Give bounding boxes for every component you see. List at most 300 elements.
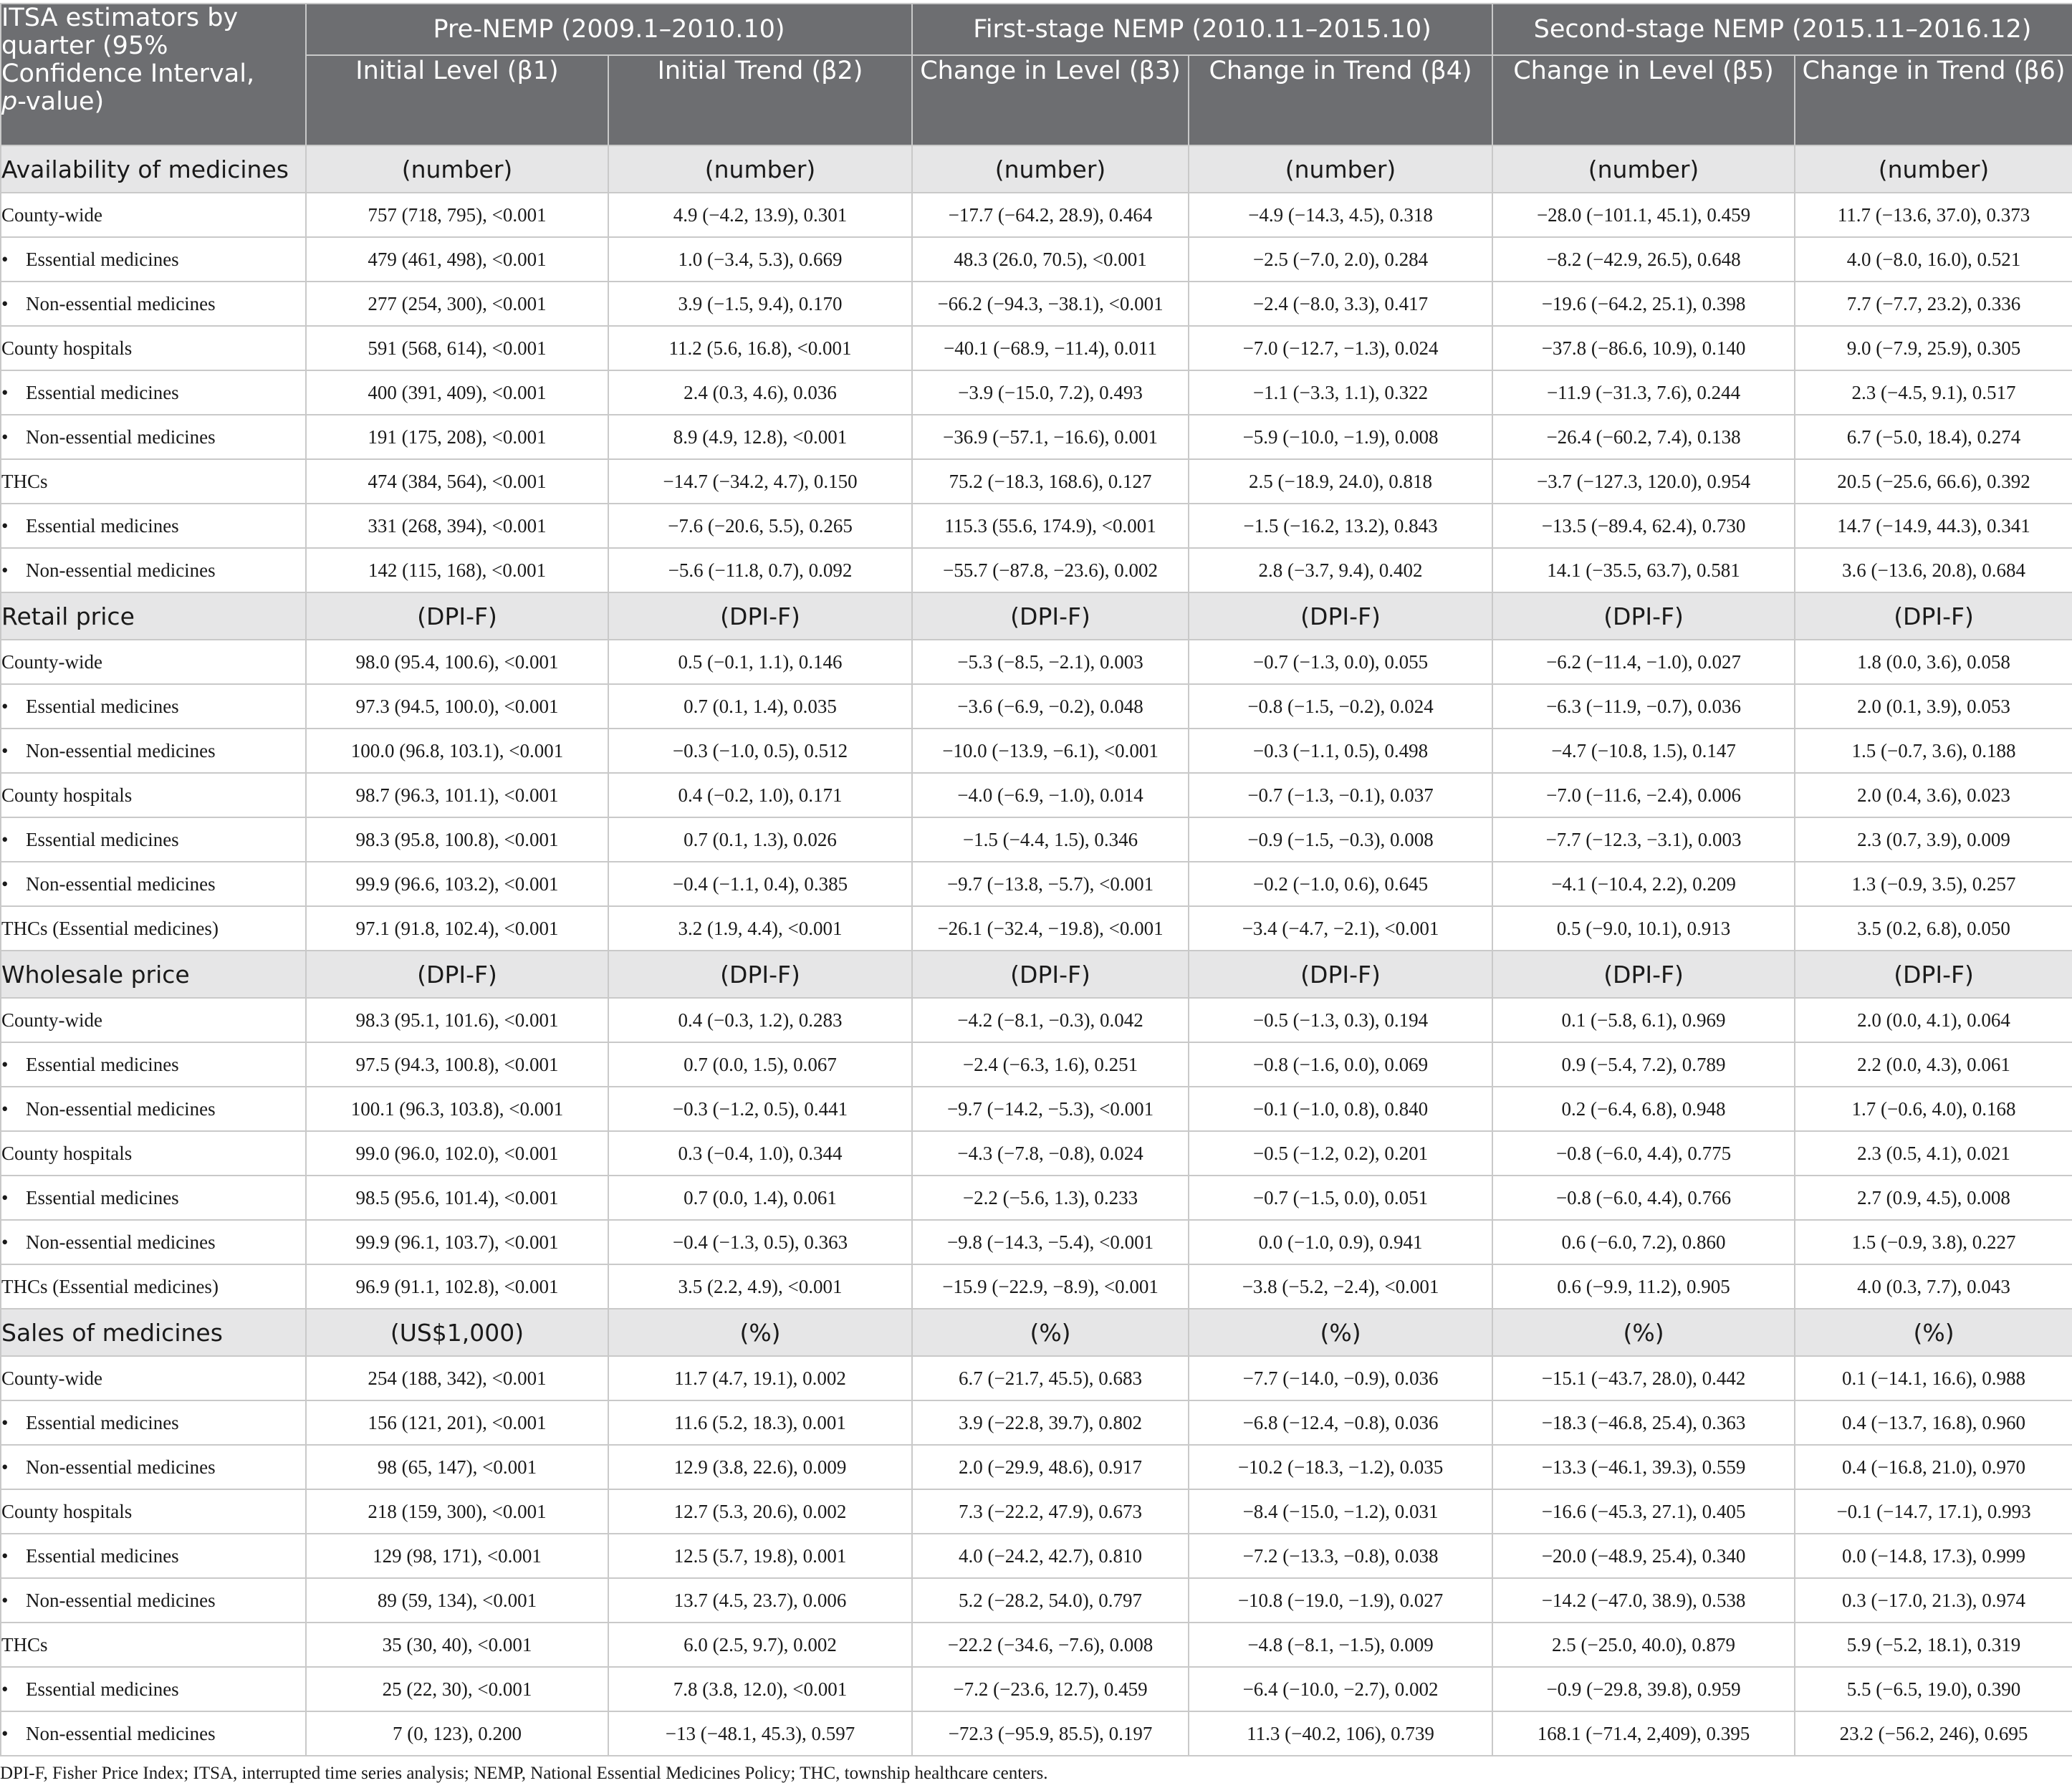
- estimate-cell: −16.6 (−45.3, 27.1), 0.405: [1492, 1489, 1795, 1534]
- section-unit: (number): [1492, 145, 1795, 193]
- corner-line: ITSA estimators by: [1, 4, 239, 32]
- estimate-cell: −26.1 (−32.4, −19.8), <0.001: [912, 906, 1189, 951]
- estimate-cell: −1.5 (−4.4, 1.5), 0.346: [912, 817, 1189, 862]
- row-label-cell: [1, 282, 306, 326]
- section-header-row: [1, 145, 2072, 193]
- estimate-cell: −20.0 (−48.9, 25.4), 0.340: [1492, 1534, 1795, 1578]
- estimate-cell: 4.0 (0.3, 7.7), 0.043: [1795, 1264, 2072, 1309]
- column-header: Change in Level (β5): [1492, 55, 1795, 145]
- estimate-cell: −28.0 (−101.1, 45.1), 0.459: [1492, 193, 1795, 237]
- estimate-cell: 0.9 (−5.4, 7.2), 0.789: [1492, 1042, 1795, 1087]
- estimate-cell: −18.3 (−46.8, 25.4), 0.363: [1492, 1400, 1795, 1445]
- group-header-pre-nemp: Pre-NEMP (2009.1–2010.10): [306, 4, 912, 55]
- estimate-cell: 4.0 (−24.2, 42.7), 0.810: [912, 1534, 1189, 1578]
- estimate-cell: −19.6 (−64.2, 25.1), 0.398: [1492, 282, 1795, 326]
- estimate-cell: 11.7 (4.7, 19.1), 0.002: [608, 1356, 912, 1400]
- estimate-cell: 23.2 (−56.2, 246), 0.695: [1795, 1711, 2072, 1756]
- corner-line: Confidence Interval,: [1, 59, 255, 88]
- estimate-cell: 7.3 (−22.2, 47.9), 0.673: [912, 1489, 1189, 1534]
- estimate-cell: 98.5 (95.6, 101.4), <0.001: [306, 1176, 608, 1220]
- estimate-cell: −4.7 (−10.8, 1.5), 0.147: [1492, 729, 1795, 773]
- estimate-cell: 1.5 (−0.9, 3.8), 0.227: [1795, 1220, 2072, 1264]
- estimate-cell: −66.2 (−94.3, −38.1), <0.001: [912, 282, 1189, 326]
- estimate-cell: −6.4 (−10.0, −2.7), 0.002: [1189, 1667, 1492, 1711]
- section-unit: (DPI-F): [1795, 951, 2072, 998]
- estimate-cell: 0.1 (−5.8, 6.1), 0.969: [1492, 998, 1795, 1042]
- estimate-cell: −0.3 (−1.0, 0.5), 0.512: [608, 729, 912, 773]
- estimate-cell: −9.8 (−14.3, −5.4), <0.001: [912, 1220, 1189, 1264]
- estimate-cell: 400 (391, 409), <0.001: [306, 370, 608, 415]
- row-label: Essential medicines: [26, 381, 179, 403]
- row-label: Essential medicines: [26, 1186, 179, 1208]
- table-row: [1, 459, 2072, 504]
- bullet-icon: •: [1, 514, 9, 537]
- bullet-icon: •: [1, 828, 9, 850]
- row-label: Non-essential medicines: [26, 1231, 216, 1253]
- row-label-cell: [1, 1667, 306, 1711]
- table-row: [1, 237, 2072, 282]
- table-row: [1, 1087, 2072, 1131]
- section-unit: (DPI-F): [912, 951, 1189, 998]
- estimate-cell: 6.7 (−5.0, 18.4), 0.274: [1795, 415, 2072, 459]
- estimate-cell: 2.8 (−3.7, 9.4), 0.402: [1189, 548, 1492, 592]
- row-label-cell: [1, 1176, 306, 1220]
- row-label: County-wide: [1, 1367, 102, 1389]
- estimate-cell: 0.2 (−6.4, 6.8), 0.948: [1492, 1087, 1795, 1131]
- estimate-cell: −10.8 (−19.0, −1.9), 0.027: [1189, 1578, 1492, 1623]
- estimate-cell: −15.9 (−22.9, −8.9), <0.001: [912, 1264, 1189, 1309]
- estimate-cell: −7.6 (−20.6, 5.5), 0.265: [608, 504, 912, 548]
- table-row: [1, 1489, 2072, 1534]
- section-unit: (DPI-F): [1795, 592, 2072, 640]
- estimate-cell: −0.5 (−1.2, 0.2), 0.201: [1189, 1131, 1492, 1176]
- itsa-results-table: [0, 3, 2072, 1756]
- estimate-cell: 0.5 (−0.1, 1.1), 0.146: [608, 640, 912, 684]
- estimate-cell: 35 (30, 40), <0.001: [306, 1623, 608, 1667]
- estimate-cell: −4.3 (−7.8, −0.8), 0.024: [912, 1131, 1189, 1176]
- estimate-cell: −0.4 (−1.1, 0.4), 0.385: [608, 862, 912, 906]
- estimate-cell: −4.8 (−8.1, −1.5), 0.009: [1189, 1623, 1492, 1667]
- estimate-cell: 11.6 (5.2, 18.3), 0.001: [608, 1400, 912, 1445]
- estimate-cell: 2.5 (−18.9, 24.0), 0.818: [1189, 459, 1492, 504]
- corner-line: -value): [17, 87, 105, 116]
- estimate-cell: −0.8 (−1.5, −0.2), 0.024: [1189, 684, 1492, 729]
- table-row: [1, 504, 2072, 548]
- row-label-cell: [1, 1534, 306, 1578]
- section-unit: (number): [608, 145, 912, 193]
- row-label: Essential medicines: [26, 1544, 179, 1567]
- row-label: County-wide: [1, 1009, 102, 1031]
- estimate-cell: 168.1 (−71.4, 2,409), 0.395: [1492, 1711, 1795, 1756]
- estimate-cell: −11.9 (−31.3, 7.6), 0.244: [1492, 370, 1795, 415]
- table-row: [1, 684, 2072, 729]
- bullet-icon: •: [1, 1097, 9, 1120]
- estimate-cell: 5.2 (−28.2, 54.0), 0.797: [912, 1578, 1189, 1623]
- row-label: County hospitals: [1, 337, 133, 359]
- estimate-cell: 2.0 (0.4, 3.6), 0.023: [1795, 773, 2072, 817]
- column-header: Change in Trend (β6): [1795, 55, 2072, 145]
- corner-p-italic: p: [1, 87, 18, 116]
- estimate-cell: 12.5 (5.7, 19.8), 0.001: [608, 1534, 912, 1578]
- section-unit: (DPI-F): [306, 951, 608, 998]
- row-label-cell: [1, 1711, 306, 1756]
- estimate-cell: 7.8 (3.8, 12.0), <0.001: [608, 1667, 912, 1711]
- estimate-cell: −36.9 (−57.1, −16.6), 0.001: [912, 415, 1189, 459]
- estimate-cell: −7.7 (−14.0, −0.9), 0.036: [1189, 1356, 1492, 1400]
- estimate-cell: 2.4 (0.3, 4.6), 0.036: [608, 370, 912, 415]
- row-label: Essential medicines: [26, 828, 179, 850]
- table-row: [1, 1534, 2072, 1578]
- table-row: [1, 548, 2072, 592]
- estimate-cell: −17.7 (−64.2, 28.9), 0.464: [912, 193, 1189, 237]
- row-label: Essential medicines: [26, 1678, 179, 1700]
- estimate-cell: −7.2 (−23.6, 12.7), 0.459: [912, 1667, 1189, 1711]
- bullet-icon: •: [1, 292, 9, 314]
- row-label-cell: [1, 817, 306, 862]
- estimate-cell: −13 (−48.1, 45.3), 0.597: [608, 1711, 912, 1756]
- bullet-icon: •: [1, 873, 9, 895]
- estimate-cell: 97.3 (94.5, 100.0), <0.001: [306, 684, 608, 729]
- estimate-cell: 0.3 (−17.0, 21.3), 0.974: [1795, 1578, 2072, 1623]
- estimate-cell: −2.2 (−5.6, 1.3), 0.233: [912, 1176, 1189, 1220]
- row-label-cell: [1, 1400, 306, 1445]
- group-header-first-stage: First-stage NEMP (2010.11–2015.10): [912, 4, 1492, 55]
- estimate-cell: −2.5 (−7.0, 2.0), 0.284: [1189, 237, 1492, 282]
- table-row: [1, 773, 2072, 817]
- table-row: [1, 1623, 2072, 1667]
- estimate-cell: 3.5 (0.2, 6.8), 0.050: [1795, 906, 2072, 951]
- bullet-icon: •: [1, 1186, 9, 1208]
- row-label-cell: [1, 1042, 306, 1087]
- column-header: Change in Level (β3): [912, 55, 1189, 145]
- estimate-cell: −13.3 (−46.1, 39.3), 0.559: [1492, 1445, 1795, 1489]
- estimate-cell: −37.8 (−86.6, 10.9), 0.140: [1492, 326, 1795, 370]
- row-label: THCs: [1, 1633, 48, 1655]
- row-label: County-wide: [1, 203, 102, 226]
- estimate-cell: 99.0 (96.0, 102.0), <0.001: [306, 1131, 608, 1176]
- corner-header: [1, 4, 306, 145]
- section-unit: (US$1,000): [306, 1309, 608, 1356]
- estimate-cell: 99.9 (96.6, 103.2), <0.001: [306, 862, 608, 906]
- estimate-cell: −3.7 (−127.3, 120.0), 0.954: [1492, 459, 1795, 504]
- row-label-cell: [1, 504, 306, 548]
- estimate-cell: −0.7 (−1.3, −0.1), 0.037: [1189, 773, 1492, 817]
- estimate-cell: −7.7 (−12.3, −3.1), 0.003: [1492, 817, 1795, 862]
- estimate-cell: 8.9 (4.9, 12.8), <0.001: [608, 415, 912, 459]
- section-title: Availability of medicines: [1, 145, 306, 193]
- estimate-cell: −0.9 (−29.8, 39.8), 0.959: [1492, 1667, 1795, 1711]
- bullet-icon: •: [1, 1678, 9, 1700]
- bullet-icon: •: [1, 1544, 9, 1567]
- estimate-cell: −4.1 (−10.4, 2.2), 0.209: [1492, 862, 1795, 906]
- table-row: [1, 370, 2072, 415]
- section-title: Wholesale price: [1, 951, 306, 998]
- estimate-cell: −3.6 (−6.9, −0.2), 0.048: [912, 684, 1189, 729]
- row-label: County hospitals: [1, 1142, 133, 1164]
- section-unit: (%): [1492, 1309, 1795, 1356]
- estimate-cell: −8.4 (−15.0, −1.2), 0.031: [1189, 1489, 1492, 1534]
- estimate-cell: −0.8 (−6.0, 4.4), 0.766: [1492, 1176, 1795, 1220]
- section-unit: (DPI-F): [1492, 592, 1795, 640]
- estimate-cell: −9.7 (−14.2, −5.3), <0.001: [912, 1087, 1189, 1131]
- row-label-cell: [1, 862, 306, 906]
- section-unit: (DPI-F): [1189, 592, 1492, 640]
- estimate-cell: −7.0 (−12.7, −1.3), 0.024: [1189, 326, 1492, 370]
- estimate-cell: 218 (159, 300), <0.001: [306, 1489, 608, 1534]
- column-header: Change in Trend (β4): [1189, 55, 1492, 145]
- section-unit: (%): [1795, 1309, 2072, 1356]
- estimate-cell: 98.3 (95.1, 101.6), <0.001: [306, 998, 608, 1042]
- row-label-cell: [1, 1623, 306, 1667]
- estimate-cell: −3.8 (−5.2, −2.4), <0.001: [1189, 1264, 1492, 1309]
- row-label: Non-essential medicines: [26, 426, 216, 448]
- estimate-cell: 3.6 (−13.6, 20.8), 0.684: [1795, 548, 2072, 592]
- table-row: [1, 1400, 2072, 1445]
- row-label: THCs: [1, 470, 48, 492]
- column-header: Initial Trend (β2): [608, 55, 912, 145]
- estimate-cell: 4.9 (−4.2, 13.9), 0.301: [608, 193, 912, 237]
- estimate-cell: 0.1 (−14.1, 16.6), 0.988: [1795, 1356, 2072, 1400]
- estimate-cell: −1.5 (−16.2, 13.2), 0.843: [1189, 504, 1492, 548]
- table-row: [1, 862, 2072, 906]
- row-label-cell: [1, 1220, 306, 1264]
- table-body: [1, 145, 2072, 1756]
- estimate-cell: 0.7 (0.1, 1.4), 0.035: [608, 684, 912, 729]
- estimate-cell: −0.3 (−1.2, 0.5), 0.441: [608, 1087, 912, 1131]
- estimate-cell: 11.3 (−40.2, 106), 0.739: [1189, 1711, 1492, 1756]
- estimate-cell: 0.6 (−9.9, 11.2), 0.905: [1492, 1264, 1795, 1309]
- table-row: [1, 998, 2072, 1042]
- estimate-cell: −7.0 (−11.6, −2.4), 0.006: [1492, 773, 1795, 817]
- estimate-cell: −15.1 (−43.7, 28.0), 0.442: [1492, 1356, 1795, 1400]
- row-label-cell: [1, 237, 306, 282]
- estimate-cell: −0.7 (−1.3, 0.0), 0.055: [1189, 640, 1492, 684]
- bullet-icon: •: [1, 695, 9, 717]
- row-label-cell: [1, 1087, 306, 1131]
- table-footnote: DPI-F, Fisher Price Index; ITSA, interrupted time series analysis; NEMP, National Essential Medicines Policy; THC, township healthcare centers.: [0, 1764, 1048, 1783]
- row-label-cell: [1, 729, 306, 773]
- bullet-icon: •: [1, 559, 9, 581]
- row-label-cell: [1, 1445, 306, 1489]
- estimate-cell: −5.6 (−11.8, 0.7), 0.092: [608, 548, 912, 592]
- estimate-cell: 0.7 (0.0, 1.5), 0.067: [608, 1042, 912, 1087]
- section-unit: (DPI-F): [1492, 951, 1795, 998]
- row-label-cell: [1, 415, 306, 459]
- estimate-cell: 97.1 (91.8, 102.4), <0.001: [306, 906, 608, 951]
- section-unit: (DPI-F): [306, 592, 608, 640]
- estimate-cell: −4.9 (−14.3, 4.5), 0.318: [1189, 193, 1492, 237]
- estimate-cell: 479 (461, 498), <0.001: [306, 237, 608, 282]
- estimate-cell: 98.3 (95.8, 100.8), <0.001: [306, 817, 608, 862]
- section-unit: (number): [1795, 145, 2072, 193]
- table-row: [1, 1711, 2072, 1756]
- estimate-cell: 757 (718, 795), <0.001: [306, 193, 608, 237]
- row-label: Essential medicines: [26, 514, 179, 537]
- estimate-cell: −55.7 (−87.8, −23.6), 0.002: [912, 548, 1189, 592]
- estimate-cell: −6.8 (−12.4, −0.8), 0.036: [1189, 1400, 1492, 1445]
- estimate-cell: −40.1 (−68.9, −11.4), 0.011: [912, 326, 1189, 370]
- estimate-cell: 2.0 (0.1, 3.9), 0.053: [1795, 684, 2072, 729]
- table-row: [1, 817, 2072, 862]
- table-row: [1, 1131, 2072, 1176]
- estimate-cell: 115.3 (55.6, 174.9), <0.001: [912, 504, 1189, 548]
- estimate-cell: 100.0 (96.8, 103.1), <0.001: [306, 729, 608, 773]
- estimate-cell: −3.9 (−15.0, 7.2), 0.493: [912, 370, 1189, 415]
- estimate-cell: −26.4 (−60.2, 7.4), 0.138: [1492, 415, 1795, 459]
- bullet-icon: •: [1, 381, 9, 403]
- estimate-cell: −0.4 (−1.3, 0.5), 0.363: [608, 1220, 912, 1264]
- table-row: [1, 415, 2072, 459]
- estimate-cell: 142 (115, 168), <0.001: [306, 548, 608, 592]
- estimate-cell: 2.0 (0.0, 4.1), 0.064: [1795, 998, 2072, 1042]
- estimate-cell: 11.7 (−13.6, 37.0), 0.373: [1795, 193, 2072, 237]
- estimate-cell: 48.3 (26.0, 70.5), <0.001: [912, 237, 1189, 282]
- bullet-icon: •: [1, 1589, 9, 1611]
- table-row: [1, 193, 2072, 237]
- estimate-cell: −0.1 (−14.7, 17.1), 0.993: [1795, 1489, 2072, 1534]
- estimate-cell: 474 (384, 564), <0.001: [306, 459, 608, 504]
- estimate-cell: −5.3 (−8.5, −2.1), 0.003: [912, 640, 1189, 684]
- estimate-cell: −10.2 (−18.3, −1.2), 0.035: [1189, 1445, 1492, 1489]
- section-unit: (DPI-F): [1189, 951, 1492, 998]
- estimate-cell: −0.1 (−1.0, 0.8), 0.840: [1189, 1087, 1492, 1131]
- estimate-cell: −1.1 (−3.3, 1.1), 0.322: [1189, 370, 1492, 415]
- row-label: County hospitals: [1, 1500, 133, 1522]
- row-label-cell: [1, 370, 306, 415]
- estimate-cell: 331 (268, 394), <0.001: [306, 504, 608, 548]
- table-row: [1, 906, 2072, 951]
- row-label: Essential medicines: [26, 1053, 179, 1075]
- bullet-icon: •: [1, 1722, 9, 1744]
- estimate-cell: 25 (22, 30), <0.001: [306, 1667, 608, 1711]
- estimate-cell: 20.5 (−25.6, 66.6), 0.392: [1795, 459, 2072, 504]
- estimate-cell: 2.0 (−29.9, 48.6), 0.917: [912, 1445, 1189, 1489]
- estimate-cell: 3.9 (−1.5, 9.4), 0.170: [608, 282, 912, 326]
- estimate-cell: 156 (121, 201), <0.001: [306, 1400, 608, 1445]
- estimate-cell: −72.3 (−95.9, 85.5), 0.197: [912, 1711, 1189, 1756]
- estimate-cell: −0.9 (−1.5, −0.3), 0.008: [1189, 817, 1492, 862]
- estimate-cell: 0.7 (0.0, 1.4), 0.061: [608, 1176, 912, 1220]
- section-title: Retail price: [1, 592, 306, 640]
- table-row: [1, 1356, 2072, 1400]
- estimate-cell: −10.0 (−13.9, −6.1), <0.001: [912, 729, 1189, 773]
- estimate-cell: −0.8 (−1.6, 0.0), 0.069: [1189, 1042, 1492, 1087]
- table-row: [1, 1667, 2072, 1711]
- estimate-cell: −9.7 (−13.8, −5.7), <0.001: [912, 862, 1189, 906]
- row-label: THCs (Essential medicines): [1, 1275, 219, 1297]
- estimate-cell: −6.2 (−11.4, −1.0), 0.027: [1492, 640, 1795, 684]
- table-row: [1, 729, 2072, 773]
- estimate-cell: 96.9 (91.1, 102.8), <0.001: [306, 1264, 608, 1309]
- table-row: [1, 1578, 2072, 1623]
- estimate-cell: −0.2 (−1.0, 0.6), 0.645: [1189, 862, 1492, 906]
- section-unit: (number): [1189, 145, 1492, 193]
- estimate-cell: 3.2 (1.9, 4.4), <0.001: [608, 906, 912, 951]
- estimate-cell: 0.0 (−1.0, 0.9), 0.941: [1189, 1220, 1492, 1264]
- estimate-cell: 89 (59, 134), <0.001: [306, 1578, 608, 1623]
- estimate-cell: −13.5 (−89.4, 62.4), 0.730: [1492, 504, 1795, 548]
- estimate-cell: 98 (65, 147), <0.001: [306, 1445, 608, 1489]
- row-label: Non-essential medicines: [26, 1097, 216, 1120]
- estimate-cell: −8.2 (−42.9, 26.5), 0.648: [1492, 237, 1795, 282]
- estimate-cell: 0.4 (−0.2, 1.0), 0.171: [608, 773, 912, 817]
- estimate-cell: 1.7 (−0.6, 4.0), 0.168: [1795, 1087, 2072, 1131]
- estimate-cell: 277 (254, 300), <0.001: [306, 282, 608, 326]
- estimate-cell: 12.9 (3.8, 22.6), 0.009: [608, 1445, 912, 1489]
- estimate-cell: 5.9 (−5.2, 18.1), 0.319: [1795, 1623, 2072, 1667]
- estimate-cell: 0.4 (−16.8, 21.0), 0.970: [1795, 1445, 2072, 1489]
- estimate-cell: 0.3 (−0.4, 1.0), 0.344: [608, 1131, 912, 1176]
- section-unit: (%): [1189, 1309, 1492, 1356]
- estimate-cell: −7.2 (−13.3, −0.8), 0.038: [1189, 1534, 1492, 1578]
- section-unit: (%): [608, 1309, 912, 1356]
- estimate-cell: 129 (98, 171), <0.001: [306, 1534, 608, 1578]
- estimate-cell: 0.7 (0.1, 1.3), 0.026: [608, 817, 912, 862]
- row-label: Non-essential medicines: [26, 873, 216, 895]
- estimate-cell: 12.7 (5.3, 20.6), 0.002: [608, 1489, 912, 1534]
- row-label: Non-essential medicines: [26, 559, 216, 581]
- estimate-cell: −4.2 (−8.1, −0.3), 0.042: [912, 998, 1189, 1042]
- row-label-cell: [1, 548, 306, 592]
- section-header-row: [1, 1309, 2072, 1356]
- row-label-cell: [1, 998, 306, 1042]
- estimate-cell: 0.0 (−14.8, 17.3), 0.999: [1795, 1534, 2072, 1578]
- estimate-cell: −0.8 (−6.0, 4.4), 0.775: [1492, 1131, 1795, 1176]
- estimate-cell: −14.2 (−47.0, 38.9), 0.538: [1492, 1578, 1795, 1623]
- estimate-cell: 1.0 (−3.4, 5.3), 0.669: [608, 237, 912, 282]
- row-label: Essential medicines: [26, 248, 179, 270]
- table-row: [1, 1264, 2072, 1309]
- row-label: County-wide: [1, 650, 102, 673]
- estimate-cell: −3.4 (−4.7, −2.1), <0.001: [1189, 906, 1492, 951]
- bullet-icon: •: [1, 739, 9, 761]
- section-header-row: [1, 592, 2072, 640]
- estimate-cell: 6.0 (2.5, 9.7), 0.002: [608, 1623, 912, 1667]
- group-header-second-stage: Second-stage NEMP (2015.11–2016.12): [1492, 4, 2072, 55]
- estimate-cell: 100.1 (96.3, 103.8), <0.001: [306, 1087, 608, 1131]
- estimate-cell: −14.7 (−34.2, 4.7), 0.150: [608, 459, 912, 504]
- corner-line: quarter (95%: [1, 32, 168, 60]
- row-label-cell: [1, 906, 306, 951]
- section-unit: (%): [912, 1309, 1189, 1356]
- row-label: Essential medicines: [26, 695, 179, 717]
- row-label: Non-essential medicines: [26, 1722, 216, 1744]
- row-label-cell: [1, 1131, 306, 1176]
- section-unit: (DPI-F): [912, 592, 1189, 640]
- row-label-cell: [1, 1489, 306, 1534]
- estimate-cell: 2.3 (−4.5, 9.1), 0.517: [1795, 370, 2072, 415]
- estimate-cell: −2.4 (−8.0, 3.3), 0.417: [1189, 282, 1492, 326]
- estimate-cell: 6.7 (−21.7, 45.5), 0.683: [912, 1356, 1189, 1400]
- row-label-cell: [1, 1578, 306, 1623]
- estimate-cell: 2.5 (−25.0, 40.0), 0.879: [1492, 1623, 1795, 1667]
- estimate-cell: 1.5 (−0.7, 3.6), 0.188: [1795, 729, 2072, 773]
- estimate-cell: 254 (188, 342), <0.001: [306, 1356, 608, 1400]
- row-label: Essential medicines: [26, 1411, 179, 1433]
- estimate-cell: 3.9 (−22.8, 39.7), 0.802: [912, 1400, 1189, 1445]
- row-label-cell: [1, 1264, 306, 1309]
- estimate-cell: −0.7 (−1.5, 0.0), 0.051: [1189, 1176, 1492, 1220]
- estimate-cell: −2.4 (−6.3, 1.6), 0.251: [912, 1042, 1189, 1087]
- table-row: [1, 1042, 2072, 1087]
- estimate-cell: 14.1 (−35.5, 63.7), 0.581: [1492, 548, 1795, 592]
- estimate-cell: 191 (175, 208), <0.001: [306, 415, 608, 459]
- table-row: [1, 1176, 2072, 1220]
- bullet-icon: •: [1, 426, 9, 448]
- bullet-icon: •: [1, 1456, 9, 1478]
- table-row: [1, 282, 2072, 326]
- estimate-cell: 13.7 (4.5, 23.7), 0.006: [608, 1578, 912, 1623]
